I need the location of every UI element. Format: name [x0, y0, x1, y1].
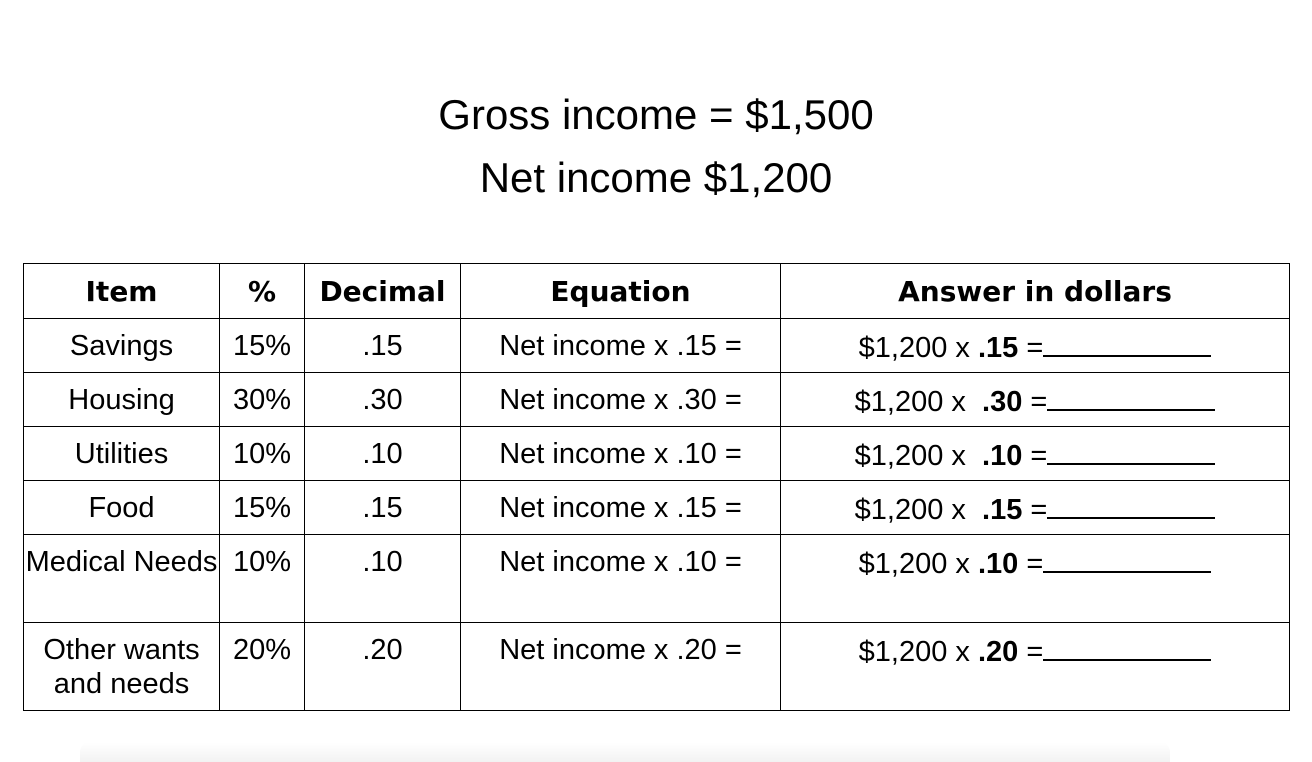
answer-prefix: $1,200 x — [858, 636, 978, 668]
percent-cell: 15% — [220, 481, 305, 535]
answer-prefix: $1,200 x — [854, 386, 983, 418]
item-cell: Medical Needs — [24, 535, 220, 623]
answer-prefix: $1,200 x — [854, 494, 983, 526]
decimal-cell: .10 — [305, 427, 461, 481]
percent-cell: 30% — [220, 373, 305, 427]
answer-cell — [781, 481, 1290, 535]
column-header-answer: Answer in dollars — [781, 264, 1290, 319]
answer-blank-line[interactable] — [1043, 545, 1211, 573]
answer-multiplier: .30 — [982, 386, 1023, 418]
percent-cell: 10% — [220, 427, 305, 481]
table-row — [24, 535, 1290, 623]
item-cell: Utilities — [24, 427, 220, 481]
answer-equals: = — [1018, 636, 1044, 668]
decimal-cell: .10 — [305, 535, 461, 623]
answer-equals: = — [1022, 440, 1048, 472]
equation-cell: Net income x .30 = — [461, 373, 781, 427]
answer-prefix: $1,200 x — [858, 332, 978, 364]
answer-multiplier: .10 — [982, 440, 1023, 472]
table-row — [24, 373, 1290, 427]
decimal-cell: .15 — [305, 481, 461, 535]
answer-multiplier: .15 — [978, 332, 1019, 364]
answer-blank-line[interactable] — [1043, 329, 1211, 357]
column-header-equation: Equation — [461, 264, 781, 319]
net-income-heading: Net income $1,200 — [479, 154, 833, 201]
answer-prefix: $1,200 x — [858, 548, 978, 580]
answer-blank-line[interactable] — [1047, 491, 1215, 519]
item-cell: Savings — [24, 319, 220, 373]
column-header-item: Item — [24, 264, 220, 319]
answer-blank-line[interactable] — [1047, 383, 1215, 411]
budget-table — [23, 263, 1290, 711]
answer-equals: = — [1018, 548, 1044, 580]
decimal-cell: .30 — [305, 373, 461, 427]
answer-blank-line[interactable] — [1043, 633, 1211, 661]
table-header-row — [24, 264, 1290, 319]
answer-expression — [855, 440, 1048, 472]
answer-expression — [859, 636, 1044, 668]
answer-cell — [781, 319, 1290, 373]
equation-cell: Net income x .15 = — [461, 481, 781, 535]
equation-cell: Net income x .10 = — [461, 427, 781, 481]
column-header-percent: % — [220, 264, 305, 319]
answer-blank-line[interactable] — [1047, 437, 1215, 465]
percent-cell: 15% — [220, 319, 305, 373]
percent-cell: 20% — [220, 623, 305, 711]
answer-expression — [859, 332, 1044, 364]
decimal-cell: .20 — [305, 623, 461, 711]
answer-multiplier: .10 — [978, 548, 1019, 580]
answer-cell — [781, 623, 1290, 711]
equation-cell: Net income x .20 = — [461, 623, 781, 711]
gross-income-heading: Gross income = $1,500 — [438, 91, 874, 138]
answer-expression — [855, 386, 1048, 418]
item-cell: Housing — [24, 373, 220, 427]
percent-cell: 10% — [220, 535, 305, 623]
answer-cell — [781, 535, 1290, 623]
table-row — [24, 481, 1290, 535]
equation-cell: Net income x .10 = — [461, 535, 781, 623]
answer-equals: = — [1022, 386, 1048, 418]
table-row — [24, 319, 1290, 373]
decimal-cell: .15 — [305, 319, 461, 373]
answer-cell — [781, 427, 1290, 481]
answer-expression — [855, 494, 1048, 526]
answer-equals: = — [1018, 332, 1044, 364]
table-row — [24, 623, 1290, 711]
item-cell: Other wants and needs — [24, 623, 220, 711]
answer-cell — [781, 373, 1290, 427]
answer-expression — [859, 548, 1044, 580]
answer-multiplier: .20 — [978, 636, 1019, 668]
answer-prefix: $1,200 x — [854, 440, 983, 472]
item-cell: Food — [24, 481, 220, 535]
page-edge-shadow — [80, 742, 1170, 762]
column-header-decimal: Decimal — [305, 264, 461, 319]
answer-multiplier: .15 — [982, 494, 1023, 526]
table-row — [24, 427, 1290, 481]
equation-cell: Net income x .15 = — [461, 319, 781, 373]
answer-equals: = — [1022, 494, 1048, 526]
